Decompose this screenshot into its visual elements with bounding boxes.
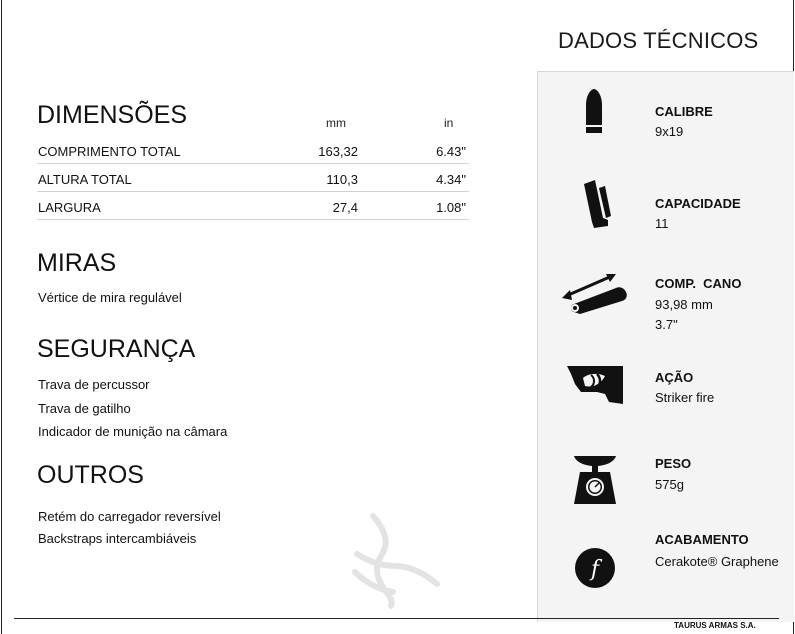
- weight-scale-icon: [572, 454, 618, 504]
- spec-value-barrel-mm: 93,98 mm: [655, 297, 713, 312]
- finish-f-icon: [574, 547, 616, 589]
- dimension-mm: 163,32: [318, 144, 358, 159]
- page-title: DADOS TÉCNICOS: [558, 28, 759, 53]
- footer-company: TAURUS ARMAS S.A.: [674, 621, 756, 630]
- spec-value-barrel-in: 3.7": [655, 317, 678, 332]
- safety-item: Trava de percussor: [38, 377, 150, 392]
- dimension-name: COMPRIMENTO TOTAL: [38, 144, 181, 159]
- others-heading: OUTROS: [37, 461, 144, 489]
- dimensions-heading: DIMENSÕES: [37, 101, 188, 129]
- spec-label-finish: ACABAMENTO: [655, 532, 749, 547]
- spec-label-action: AÇÃO: [655, 370, 694, 385]
- dimension-mm: 27,4: [332, 200, 358, 215]
- spec-value-caliber: 9x19: [655, 124, 684, 139]
- dimension-name: ALTURA TOTAL: [38, 172, 132, 187]
- svg-text:f: f: [590, 557, 600, 582]
- bullet-icon: [583, 89, 605, 133]
- safety-item: Indicador de munição na câmara: [38, 424, 228, 439]
- spec-label-weight: PESO: [655, 456, 692, 471]
- sights-item: Vértice de mira regulável: [38, 290, 182, 305]
- dimension-in: 6.43": [436, 144, 466, 159]
- safety-item: Trava de gatilho: [38, 401, 131, 416]
- others-item: Retém do carregador reversível: [38, 509, 221, 524]
- footer-divider: [14, 618, 779, 619]
- barrel-length-icon: [560, 270, 630, 320]
- spec-value-finish: Cerakote® Graphene: [655, 554, 779, 569]
- dimension-row: [37, 169, 469, 192]
- magazine-icon: [580, 180, 612, 228]
- trigger-action-icon: [567, 366, 623, 406]
- spec-value-action: Striker fire: [655, 390, 715, 405]
- spec-label-barrel: COMP. CANO: [655, 276, 742, 291]
- bull-logo-watermark-icon: [345, 510, 445, 610]
- spec-value-capacity: 11: [655, 216, 669, 231]
- page-border-left: [1, 0, 2, 634]
- safety-heading: SEGURANÇA: [37, 335, 196, 363]
- sights-heading: MIRAS: [37, 249, 117, 277]
- dimension-name: LARGURA: [38, 200, 101, 215]
- spec-label-capacity: CAPACIDADE: [655, 196, 741, 211]
- spec-label-caliber: CALIBRE: [655, 104, 713, 119]
- dimension-row: [37, 141, 469, 164]
- dimension-row: [37, 197, 469, 220]
- dimension-in: 4.34": [436, 172, 466, 187]
- others-item: Backstraps intercambiáveis: [38, 531, 197, 546]
- unit-mm-label: mm: [326, 116, 346, 130]
- dimension-in: 1.08": [436, 200, 466, 215]
- spec-value-weight: 575g: [655, 477, 684, 492]
- dimension-mm: 110,3: [326, 172, 358, 187]
- unit-in-label: in: [444, 116, 454, 130]
